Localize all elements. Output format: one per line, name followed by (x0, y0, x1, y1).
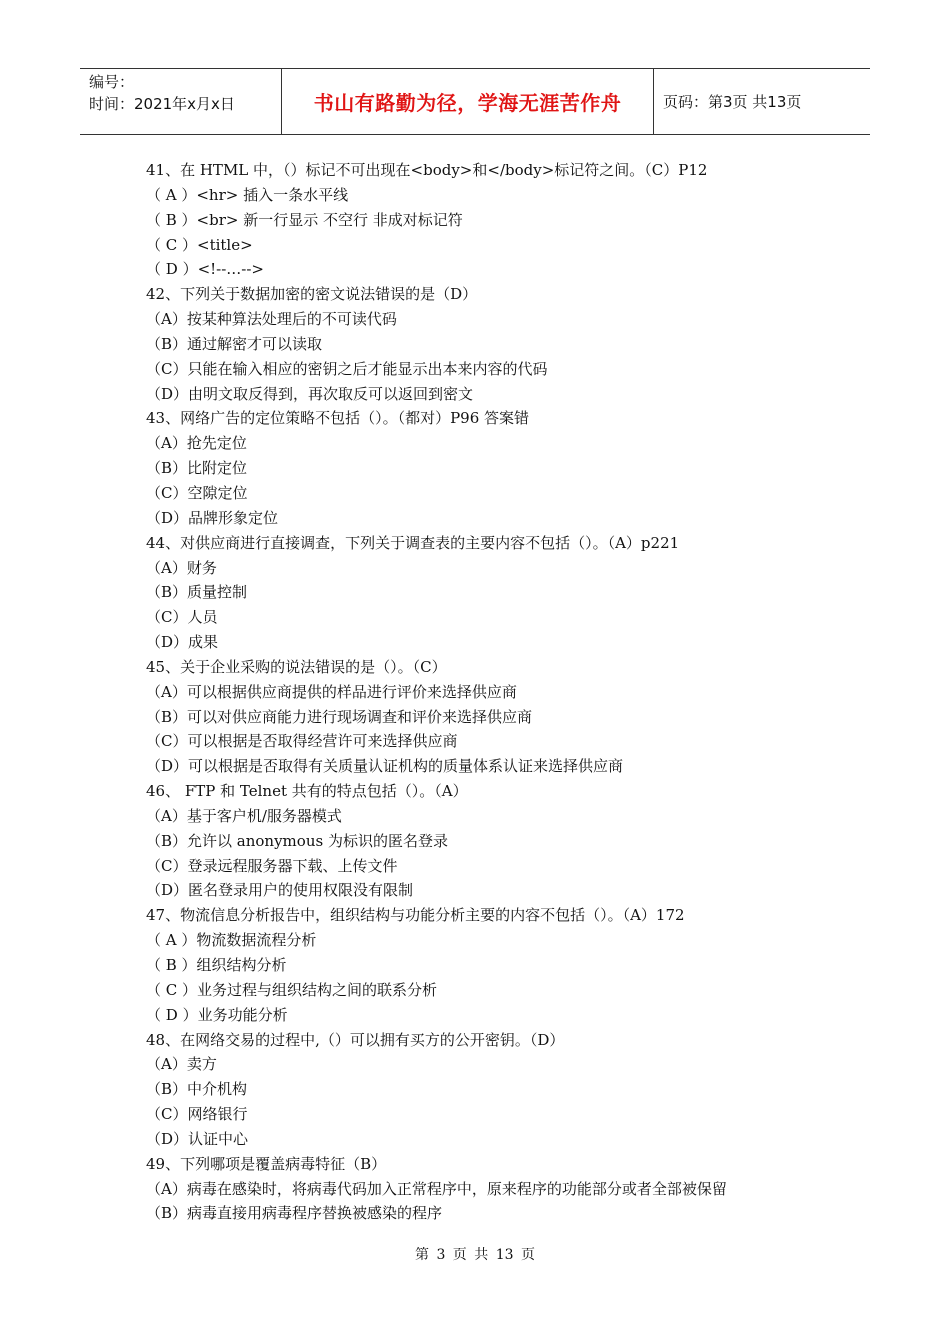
question-stem: 41、在 HTML 中，（）标记不可出现在<body>和</body>标记符之间。（C）P12 (146, 161, 708, 179)
answer-option: （C）只能在输入相应的密钥之后才能显示出本来内容的代码 (146, 359, 548, 378)
answer-option: （D）匿名登录用户的使用权限没有限制 (146, 881, 414, 900)
answer-option: （B）允许以 anonymous 为标识的匿名登录 (146, 831, 448, 850)
answer-option: （ C ）业务过程与组织结构之间的联系分析 (146, 980, 438, 999)
answer-option: （ B ）<br> 新一行显示 不空行 非成对标记符 (146, 210, 463, 229)
question-stem: 44、对供应商进行直接调查，下列关于调查表的主要内容不包括（）。（A）p221 (146, 533, 680, 552)
answer-option: （C）登录远程服务器下载、上传文件 (146, 856, 398, 875)
answer-option: （D）品牌形象定位 (146, 508, 279, 527)
answer-option: （ D ）<!--…--> (146, 260, 265, 279)
answer-option: （A）抢先定位 (146, 434, 247, 453)
answer-option: （B）通过解密才可以读取 (146, 334, 323, 353)
doc-number-label: 编号： (89, 73, 135, 91)
answer-option: （ B ）组织结构分析 (146, 956, 287, 974)
question-stem: 42、下列关于数据加密的密文说法错误的是（D） (146, 285, 478, 304)
answer-option: （A）病毒在感染时，将病毒代码加入正常程序中，原来程序的功能部分或者全部被保留 (146, 1179, 727, 1198)
answer-option: （C）空隙定位 (146, 483, 248, 502)
answer-option: （ D ）业务功能分析 (146, 1005, 288, 1024)
answer-option: （B）质量控制 (146, 583, 248, 602)
page-footer: 第 3 页 共 13 页 (415, 1247, 535, 1263)
answer-option: （C）可以根据是否取得经营许可来选择供应商 (146, 732, 458, 751)
page-header (80, 68, 870, 135)
doc-time-label: 时间：2021年x月x日 (89, 95, 235, 113)
header-meta (80, 69, 282, 134)
answer-option: （ A ）<hr> 插入一条水平线 (146, 185, 349, 204)
answer-option: （A）可以根据供应商提供的样品进行评价来选择供应商 (146, 682, 517, 701)
answer-option: （A）按某种算法处理后的不可读代码 (146, 310, 397, 329)
answer-option: （C）网络银行 (146, 1105, 248, 1124)
question-stem: 46、 FTP 和 Telnet 共有的特点包括（）。（A） (146, 782, 468, 801)
answer-option: （D）由明文取反得到，再次取反可以返回到密文 (146, 384, 474, 403)
answer-option: （A）财务 (146, 558, 217, 577)
question-stem: 48、在网络交易的过程中,（）可以拥有买方的公开密钥。（D） (146, 1030, 565, 1049)
answer-option: （D）成果 (146, 633, 219, 652)
answer-option: （C）人员 (146, 608, 218, 627)
answer-option: （B）病毒直接用病毒程序替换被感染的程序 (146, 1204, 443, 1223)
answer-option: （ A ）物流数据流程分析 (146, 931, 317, 950)
answer-option: （D）认证中心 (146, 1129, 249, 1148)
header-slogan: 书山有路勤为径，学海无涯苦作舟 (282, 69, 654, 134)
question-stem: 43、网络广告的定位策略不包括（）。（都对）P96 答案错 (146, 409, 530, 428)
header-page-number: 页码：第3页 共13页 (663, 93, 802, 111)
answer-option: （ C ）<title> (146, 235, 253, 254)
question-stem: 47、物流信息分析报告中，组织结构与功能分析主要的内容不包括（）。（A）172 (146, 906, 685, 925)
answer-option: （B）中介机构 (146, 1080, 248, 1099)
answer-option: （D）可以根据是否取得有关质量认证机构的质量体系认证来选择供应商 (146, 757, 624, 776)
question-list (146, 158, 866, 1226)
answer-option: （B）比附定位 (146, 459, 248, 478)
answer-option: （A）卖方 (146, 1055, 217, 1074)
question-stem: 49、下列哪项是覆盖病毒特征（B） (146, 1154, 387, 1173)
question-stem: 45、关于企业采购的说法错误的是（）。（C） (146, 657, 447, 676)
answer-option: （A）基于客户机/服务器模式 (146, 806, 342, 825)
answer-option: （B）可以对供应商能力进行现场调查和评价来选择供应商 (146, 707, 533, 726)
